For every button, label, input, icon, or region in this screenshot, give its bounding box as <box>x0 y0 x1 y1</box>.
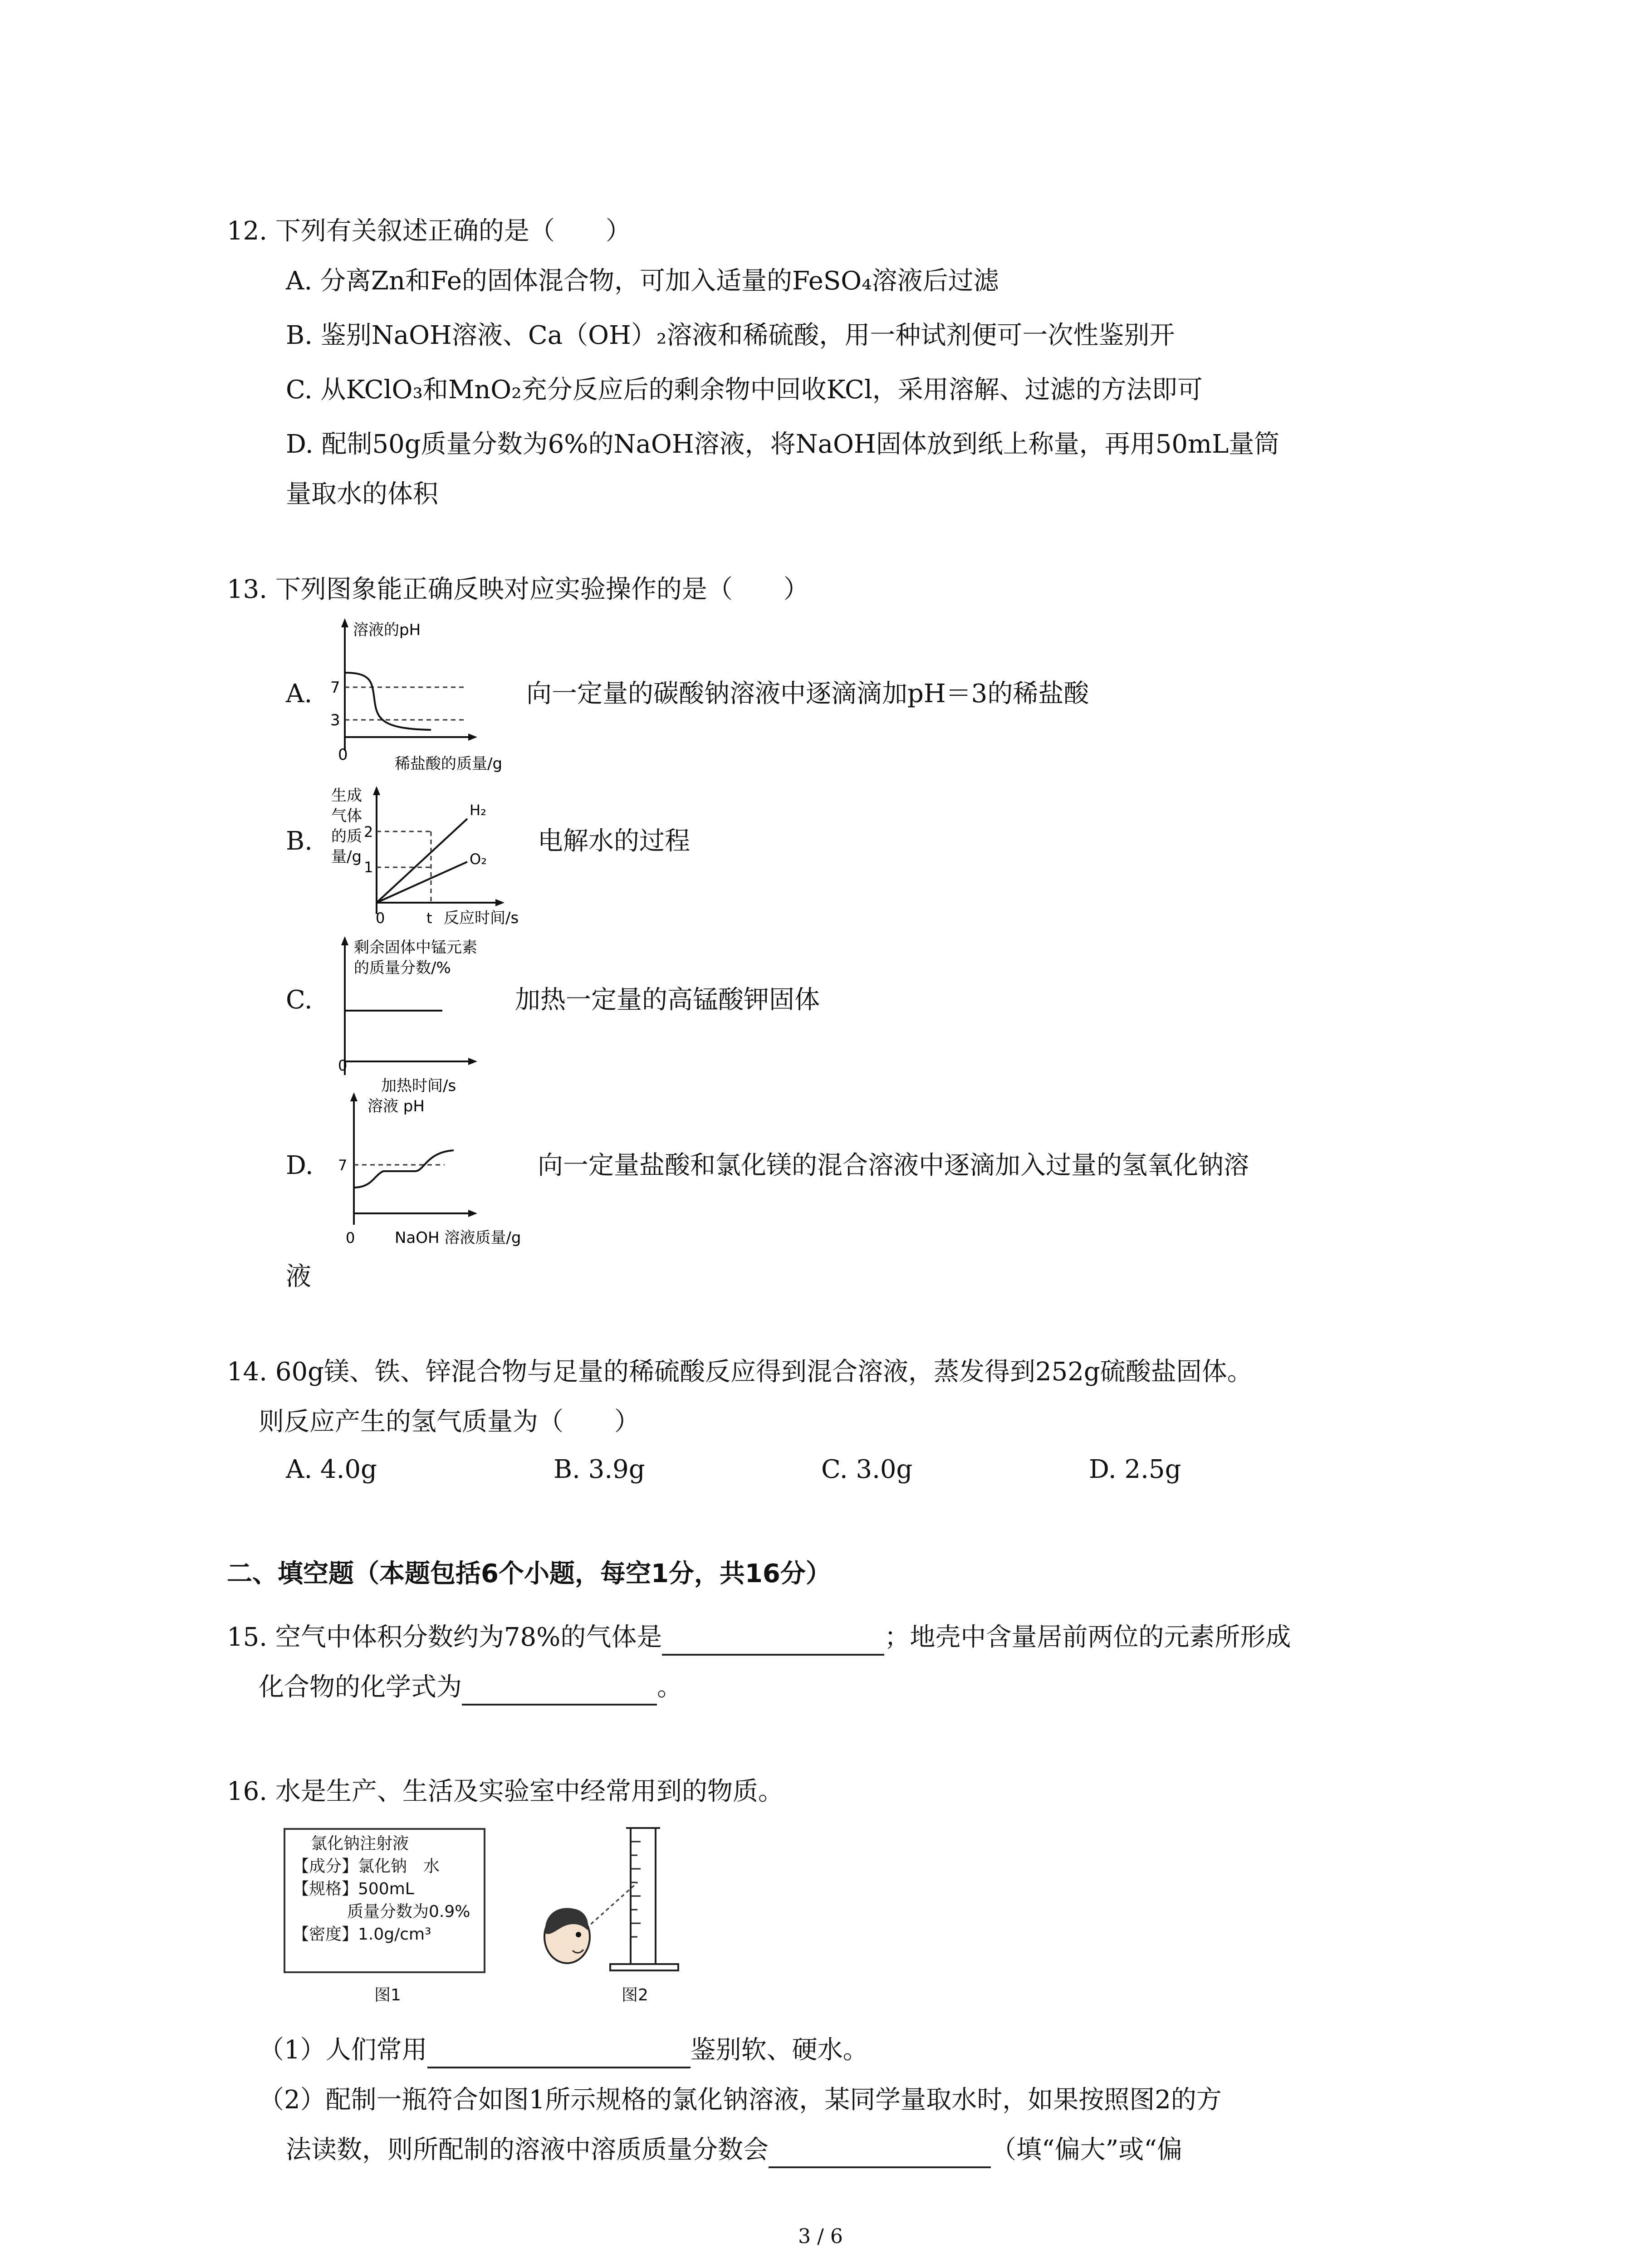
q13-c-ylabel-2: 的质量分数/% <box>354 959 451 977</box>
q13-d-tick-7: 7 <box>338 1157 348 1174</box>
q16-stem: 16. 水是生产、生活及实验室中经常用到的物质。 <box>227 1777 784 1806</box>
q13-b-o2-label: O₂ <box>470 850 487 868</box>
q14-option-c: C. 3.0g <box>821 1455 913 1484</box>
q13-b-ylabel-1: 生成 <box>331 787 362 805</box>
q13-d-xlabel: NaOH 溶液质量/g <box>395 1229 521 1247</box>
q14-stem-line1: 14. 60g镁、铁、锌混合物与足量的稀硫酸反应得到混合溶液，蒸发得到252g硫酸盐固体。 <box>227 1357 1253 1387</box>
q15-text-1: 15. 空气中体积分数约为78%的气体是 <box>227 1623 662 1652</box>
q13-option-d-continuation: 液 <box>286 1262 311 1291</box>
q13-a-tick-3: 3 <box>330 711 340 729</box>
q13-option-d-letter: D. <box>286 1151 314 1180</box>
q13-option-c-letter: C. <box>286 985 313 1015</box>
q14-stem-line2: 则反应产生的氢气质量为（ ） <box>259 1407 640 1437</box>
q16-graduated-cylinder-figure <box>535 1814 708 1978</box>
q16-label-mass-fraction: 质量分数为0.9% <box>347 1902 470 1921</box>
q16-label-title: 氯化钠注射液 <box>311 1834 409 1853</box>
q12-option-d-line1: D. 配制50g质量分数为6%的NaOH溶液，将NaOH固体放到纸上称量，再用50mL量筒 <box>286 430 1280 459</box>
q13-b-tick-1: 1 <box>364 859 373 876</box>
q13-b-ylabel-4: 量/g <box>331 848 362 866</box>
q13-b-ylabel-2: 气体 <box>331 807 362 825</box>
q13-d-origin: 0 <box>346 1229 355 1246</box>
q13-b-ylabel-3: 的质 <box>331 827 362 846</box>
q15-line1 <box>227 1619 1291 1656</box>
q13-option-b-letter: B. <box>286 826 313 856</box>
q15-blank-2[interactable] <box>462 1677 657 1706</box>
q13-d-ylabel: 溶液 pH <box>367 1097 425 1115</box>
q15-line2 <box>259 1669 682 1706</box>
q16-sub2-blank[interactable] <box>769 2139 991 2168</box>
q13-option-b-text: 电解水的过程 <box>538 826 690 856</box>
q13-option-a-letter: A. <box>286 679 313 709</box>
q16-injection-label <box>284 1828 485 1973</box>
q16-fig1-caption: 图1 <box>374 1986 401 2004</box>
q13-b-tick-t: t <box>426 909 432 927</box>
q16-sub1-text-1: （1）人们常用 <box>259 2035 427 2065</box>
q13-b-tick-2: 2 <box>364 823 373 841</box>
q13-graph-a <box>318 615 535 778</box>
q16-sub2-text-1: 法读数，则所配制的溶液中溶质质量分数会 <box>286 2135 769 2165</box>
q14-option-b: B. 3.9g <box>554 1455 645 1484</box>
q15-text-2: ；地壳中含量居前两位的元素所形成 <box>884 1623 1291 1652</box>
q13-c-origin: 0 <box>338 1057 348 1074</box>
q13-a-origin: 0 <box>338 746 348 764</box>
q14-option-a: A. 4.0g <box>286 1455 377 1484</box>
q12-stem: 12. 下列有关叙述正确的是（ ） <box>227 216 631 246</box>
q13-c-xlabel: 加热时间/s <box>381 1077 456 1095</box>
q16-sub2-text-2: （填“偏大”或“偏 <box>991 2135 1182 2165</box>
q16-sub1-text-2: 鉴别软、硬水。 <box>690 2035 868 2065</box>
q13-b-h2-label: H₂ <box>470 802 486 819</box>
q12-option-d-line2: 量取水的体积 <box>286 479 438 509</box>
q13-option-a-text: 向一定量的碳酸钠溶液中逐滴滴加pH＝3的稀盐酸 <box>526 679 1089 709</box>
section-title-fill-in: 二、填空题（本题包括6个小题，每空1分，共16分） <box>227 1559 831 1589</box>
q15-text-3: 化合物的化学式为 <box>259 1672 462 1702</box>
q16-sub2-line2 <box>286 2132 1182 2168</box>
q16-label-composition: 【成分】氯化钠 水 <box>293 1857 440 1876</box>
page-number: 3 / 6 <box>798 2225 843 2248</box>
q12-option-b: B. 鉴别NaOH溶液、Ca（OH）₂溶液和稀硫酸，用一种试剂便可一次性鉴别开 <box>286 321 1175 350</box>
q13-a-xlabel: 稀盐酸的质量/g <box>395 755 503 773</box>
q12-option-a: A. 分离Zn和Fe的固体混合物，可加入适量的FeSO₄溶液后过滤 <box>286 266 999 296</box>
q14-option-d: D. 2.5g <box>1089 1455 1181 1484</box>
q13-b-xlabel: 反应时间/s <box>444 909 519 927</box>
q15-text-4: 。 <box>657 1672 682 1702</box>
q12-option-c: C. 从KClO₃和MnO₂充分反应后的剩余物中回收KCl，采用溶解、过滤的方法即可 <box>286 375 1203 405</box>
q16-sub1 <box>259 2032 868 2068</box>
q16-sub1-blank[interactable] <box>427 2039 691 2068</box>
q13-c-ylabel-1: 剩余固体中锰元素 <box>354 938 477 957</box>
q16-label-spec: 【规格】500mL <box>293 1880 414 1898</box>
q13-option-c-text: 加热一定量的高锰酸钾固体 <box>515 985 820 1015</box>
q13-b-origin: 0 <box>376 909 385 927</box>
q13-graph-b <box>318 782 544 937</box>
q13-option-d-text: 向一定量盐酸和氯化镁的混合溶液中逐滴加入过量的氢氧化钠溶 <box>538 1151 1249 1180</box>
q13-a-ylabel: 溶液的pH <box>353 621 421 639</box>
q13-a-tick-7: 7 <box>330 679 340 697</box>
q13-graph-d <box>318 1089 554 1252</box>
q16-fig2-caption: 图2 <box>622 1986 648 2004</box>
q13-stem: 13. 下列图象能正确反映对应实验操作的是（ ） <box>227 575 809 604</box>
q15-blank-1[interactable] <box>662 1627 884 1656</box>
q16-label-density: 【密度】1.0g/cm³ <box>293 1925 431 1944</box>
q16-sub2-line1: （2）配制一瓶符合如图1所示规格的氯化钠溶液，某同学量取水时，如果按照图2的方 <box>259 2085 1222 2115</box>
